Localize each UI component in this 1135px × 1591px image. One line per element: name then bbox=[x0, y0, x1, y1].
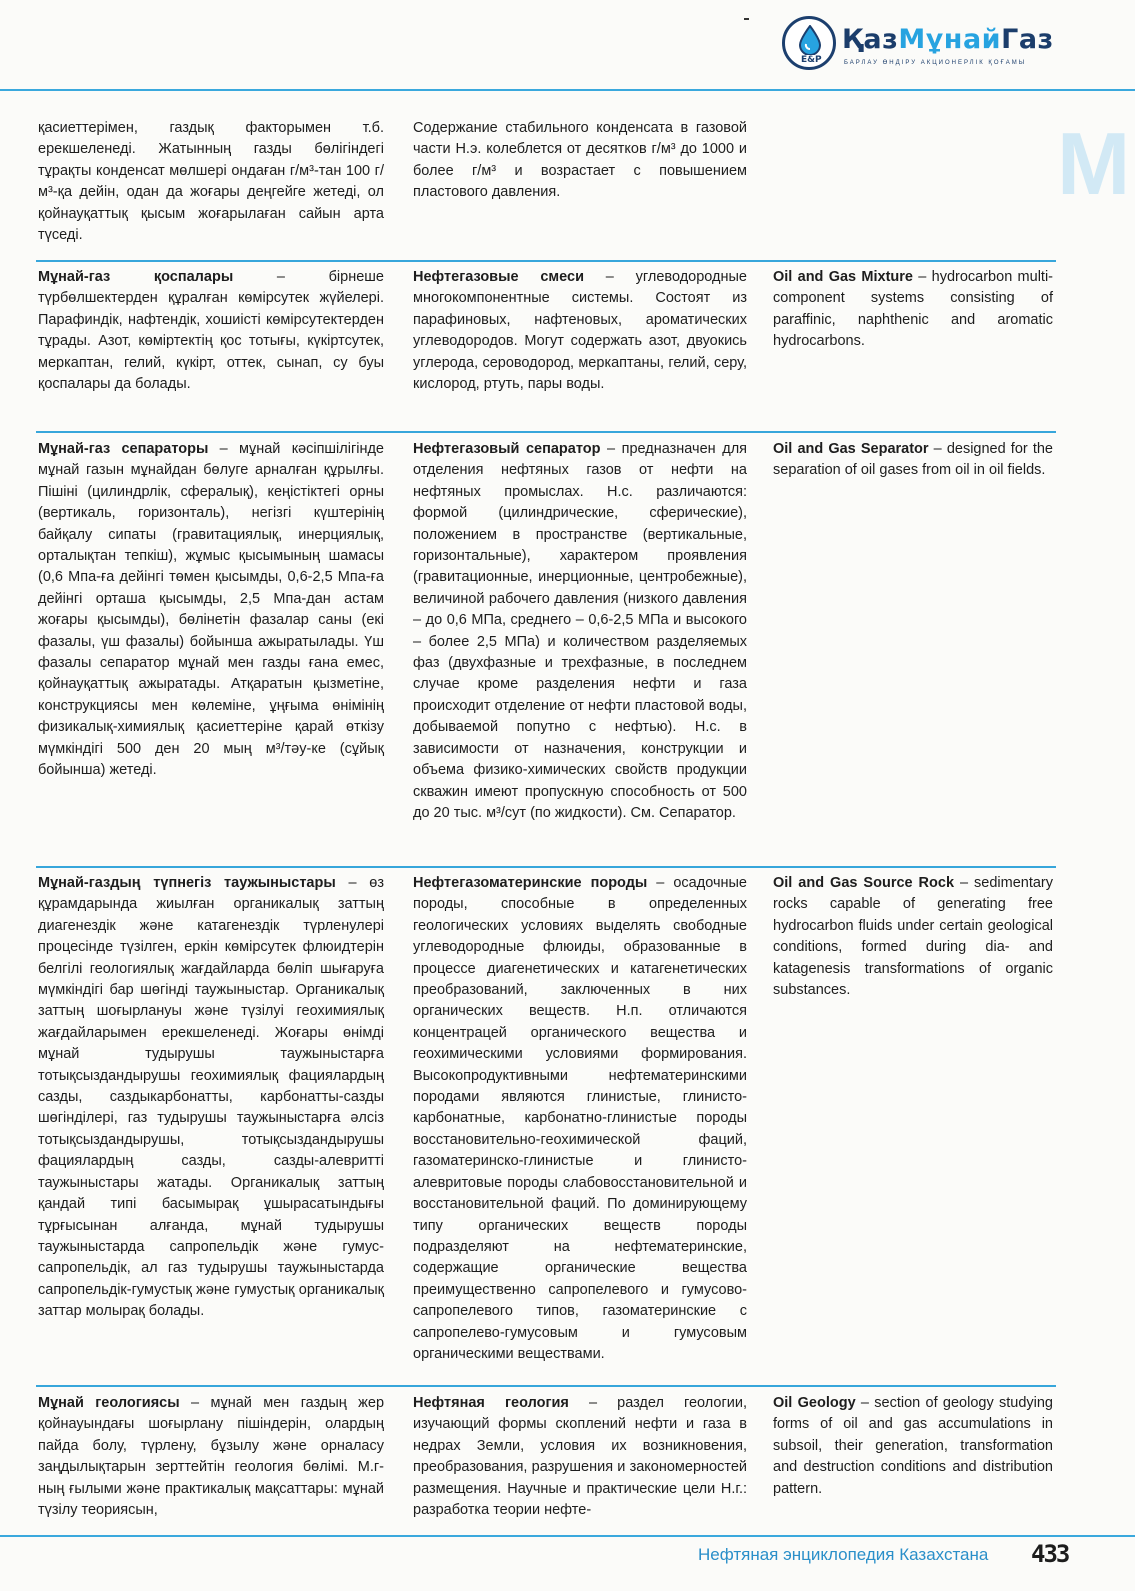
entry-ru bbox=[413, 118, 747, 204]
logo-emblem-text: E&P bbox=[801, 55, 822, 65]
entry-divider bbox=[36, 260, 1056, 262]
ru-text: Содержание стабильного конденсата в газовой части Н.э. колеблется от десятков г/м³ до 1000 и более г/м³ и возрастает с повышением пластового давления. bbox=[413, 120, 747, 201]
logo-name bbox=[842, 24, 1054, 55]
section-letter: М bbox=[1057, 114, 1131, 213]
en-term: Oil and Gas Mixture bbox=[773, 269, 913, 285]
en-text: – designed for the separation of oil gases from oil in oil fields. bbox=[773, 441, 1053, 479]
ru-term: Нефтегазоматеринские породы bbox=[413, 875, 648, 891]
ru-term: Нефтяная геология bbox=[413, 1395, 569, 1411]
entry-divider bbox=[36, 431, 1056, 433]
en-text: – sedimentary rocks capable of generating free hydrocarbon fluids under certain geological conditions, formed during dia- and katagenesis transformations of organic substances. bbox=[773, 875, 1053, 999]
ru-text: – осадочные породы, способные в определенных геологических условиях выделять свободные углеводородные флюиды, образованные в процессе диагенетических и катагенетических преобразований, заключенных в них органических веществ. Н.п. отличаются концентрацей органического вещества и геохимическими условиями формирования. Высокопродуктивными нефтематеринскими породами являются глинистые, глинисто-карбонатные, карбонатно-глинистые породы восстановительно-геохимической фаций, газоматеринско-глинистые и глинисто-алевритовые породы слабовосстановительной и восстановительной фаций. По доминирующему типу органических веществ породы подразделяют на нефтематеринские, содержащие органические вещества преимущественно сапропелевого и гумусово-сапропелевого типов, газоматеринские с сапропелево-гумусовым и гумусовым органическими веществами. bbox=[413, 875, 747, 1362]
entry-ru bbox=[413, 439, 747, 824]
logo-name-part3: Газ bbox=[1001, 24, 1054, 55]
entry-kz bbox=[38, 1393, 384, 1521]
drop-icon bbox=[797, 25, 823, 55]
kz-term: Мұнай-газ сепараторы bbox=[38, 441, 209, 457]
en-term: Oil and Gas Source Rock bbox=[773, 875, 955, 891]
entry-en bbox=[773, 873, 1053, 1001]
entry-ru bbox=[413, 873, 747, 1365]
en-term: Oil and Gas Separator bbox=[773, 441, 929, 457]
kz-term: Мұнай геологиясы bbox=[38, 1395, 180, 1411]
ru-text: – раздел геологии, изучающий формы скоплений нефти и газа в недрах Земли, условия их возникновения, преобразования, разрушения и закономерностей размещения. Научные и практические цели Н.г.: разработка теории нефте- bbox=[413, 1395, 748, 1519]
header-rule bbox=[0, 89, 1135, 91]
en-text: – section of geology studying forms of oil and gas accumulations in subsoil, their generation, transformation and destruction conditions and distribution pattern. bbox=[773, 1395, 1053, 1497]
top-mark bbox=[744, 18, 749, 20]
kz-text: қасиеттерімен, газдық факторымен т.б. ерекшеленеді. Жатынның газды бөлігіндегі тұрақты конденсат мөлшері ондаған г/м³-тан 100 г/м³-қа дейін, одан да жоғары деңгейге жетеді, ол қойнауқаттық қысым жоғарылаған сайын арта түседі. bbox=[38, 120, 384, 244]
entry-ru bbox=[413, 1393, 747, 1521]
logo-name-part2: Мұнай bbox=[898, 24, 1002, 55]
entry-kz bbox=[38, 118, 384, 246]
entry-kz bbox=[38, 439, 384, 782]
entry-kz bbox=[38, 873, 384, 1323]
logo-subtitle: БАРЛАУ ӨНДІРУ АКЦИОНЕРЛІК ҚОҒАМЫ bbox=[844, 60, 1027, 66]
footer-title: Нефтяная энциклопедия Казахстана bbox=[698, 1545, 989, 1564]
entry-en bbox=[773, 1393, 1053, 1500]
kz-text: – өз құрамдарында жиылған органикалық заттың диагенездік және катагенездік түрленулері процесінде түзілген, еркін көмірсутек флюидтерін белгілі геологиялық жағдайларда бөліп шығаруға мүмкіндігі бар шөгінді таужыныстар. Органикалық заттың шоғырлануы және түзілуі геохимиялық жағдайларымен ерекшеленеді. Жоғары өнімді мұнай тудырушы таужыныстарға тотықсыздандырушы геохимиялық фациялардың сазды, саздыкарбонатты, карбонатты-сазды шөгінділері, газ тудырушы таужыныстарға әлсіз тотықсыздандырушы, тотықсыздандырушы фациялардың сазды, сазды-алевритті таужыныстары жатады. Органикалық заттың қандай типі басымырақ ұшырасатындығы тұрғысынан алғанда, мұнай тудырушы таужыныстарда сапропельдік және гумус-сапропельдік, ал газ тудырушы таужыныстарда сапропельдік-гумустық және гумустық органикалық заттар молырақ болады. bbox=[38, 875, 384, 1320]
ru-text: – углеводородные многокомпонентные системы. Состоят из парафиновых, нафтеновых, ароматических углеводородов. Могут содержать азот, двуокись углерода, сероводород, меркаптаны, гелий, серу, кислород, ртуть, пары воды. bbox=[413, 269, 747, 393]
kz-term: Мұнай-газдың түпнегіз таужыныстары bbox=[38, 875, 336, 891]
footer-rule bbox=[0, 1535, 1135, 1537]
entry-kz bbox=[38, 267, 384, 395]
logo-name-part1: Қаз bbox=[842, 24, 899, 55]
kz-term: Мұнай-газ қоспалары bbox=[38, 269, 234, 285]
kz-text: – бірнеше түрбөлшектерден құралған көмірсутек жүйелері. Парафиндік, нафтендік, хошиісті көмірсутектерден тұрады. Азот, көміртектің қос тотығы, күкіртсутек, меркаптан, гелий, күкірт, оттек, сынап, су буы қоспалары да болады. bbox=[38, 269, 384, 393]
ru-term: Нефтегазовые смеси bbox=[413, 269, 584, 285]
ru-term: Нефтегазовый сепаратор bbox=[413, 441, 601, 457]
kz-text: – мұнай мен газдың жер қойнауындағы шоғырлану пішіндерін, олардың пайда болу, түрлену, бұзылу және орналасу заңдылықтарын зерттейтін геология бөлімі. М.г-ның ғылыми және практикалық мақсаттары: мұнай түзілу теориясын, bbox=[38, 1395, 385, 1519]
ru-text: – предназначен для отделения нефтяных газов от нефти на нефтяных промыслах. Н.с. различаются: формой (цилиндрические, сферические), положением в пространстве (вертикальные, горизонтальные), характером проявления (гравитационные, инерционные, центробежные), величиной рабочего давления (низкого давления – до 0,6 МПа, среднего – 0,6-2,5 МПа и высокого – более 2,5 МПа) и количеством разделяемых фаз (двухфазные и трехфазные, в последнем случае кроме разделения нефти и газа происходит отделение от нефти пластовой воды, добываемой попутно с нефтью). Н.с. в зависимости от назначения, конструкции и объема физико-химических свойств продукции скважин имеют пропускную способность от 500 до 20 тыс. м³/сут (по жидкости). См. Сепаратор. bbox=[413, 441, 748, 821]
kazmunaigas-logo bbox=[782, 14, 1062, 78]
entry-divider bbox=[36, 866, 1056, 868]
entry-en bbox=[773, 267, 1053, 353]
en-term: Oil Geology bbox=[773, 1395, 856, 1411]
entry-divider bbox=[36, 1385, 1056, 1387]
page-number: 433 bbox=[1031, 1540, 1069, 1568]
logo-emblem bbox=[782, 16, 836, 70]
en-text: – hydrocarbon multi-component systems consisting of paraffinic, naphthenic and aromatic hydrocarbons. bbox=[773, 269, 1053, 350]
kz-text: – мұнай кәсіпшілігінде мұнай газын мұнайдан бөлуге арналған құрылғы. Пішіні (цилиндрлік, сфералық), кеңістіктегі орны (вертикаль, горизонталь), негізгі күштерінің байқалу сипаты (гравитациялық, инерциялық, орталықтан тепкіш), жұмыс қысымының шамасы (0,6 Мпа-ға дейінгі төмен қысымды, 0,6-2,5 Мпа-ға дейінгі орташа қысымды, 2,5 Мпа-дан астам жоғары қысымды), бөлінетін фазалар саны (екі фазалы, үш фазалы) бойынша ажыратылады. Үш фазалы сепаратор мұнай мен газды ғана емес, қойнауқаттық ажыратады. Атқаратын қызметіне, конструкциясы мен көлеміне, ұңғыма өнімінің физикалық-химиялық қасиеттеріне қарай өткізу мүмкіндігі 500 ден 20 мың м³/тәу-ке (сұйық бойынша) жетеді. bbox=[38, 441, 384, 779]
entry-en bbox=[773, 439, 1053, 482]
entry-ru bbox=[413, 267, 747, 395]
